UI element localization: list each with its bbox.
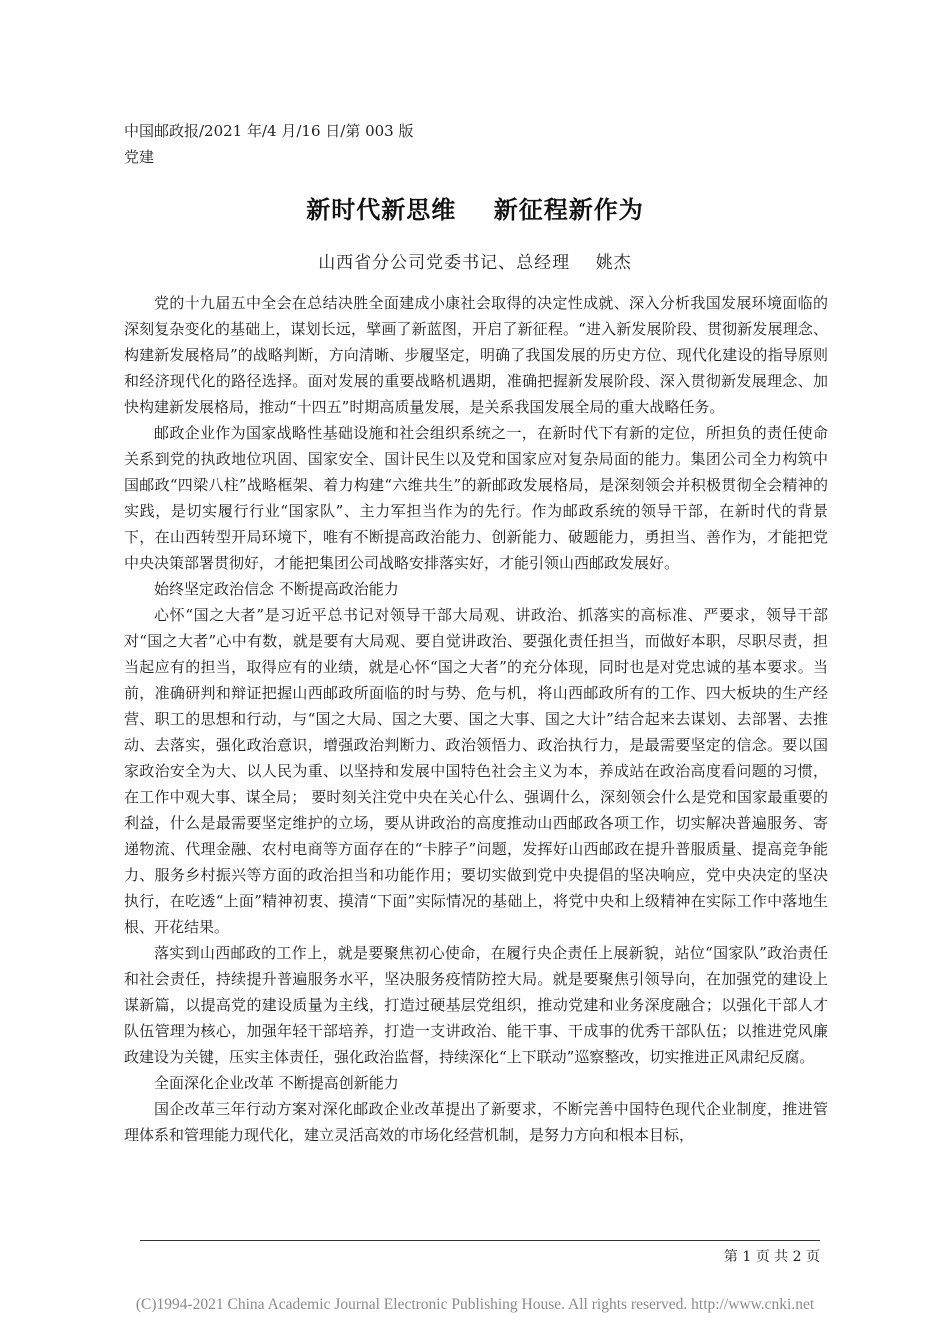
article-body [124,290,828,1148]
section-heading: 全面深化企业改革 不断提高创新能力 [154,1074,399,1092]
paragraph: 落实到山西邮政的工作上，就是要聚焦初心使命，在履行央企责任上展新貌，站位“国家队”政治责任和社会责任，持续提升普遍服务水平，坚决服务疫情防控大局。就是要聚焦引领导向，在加强党的建设上谋新篇，以提高党的建设质量为主线，打造过硬基层党组织，推动党建和业务深度融合；以强化干部人才队伍管理为核心，加强年轻干部培养，打造一支讲政治、能干事、干成事的优秀干部队伍；以推进党风廉政建设为关键，压实主体责任，强化政治监督，持续深化“上下联动”巡察整改，切实推进正风肃纪反腐。 [124,944,828,1066]
paragraph: 党的十九届五中全会在总结决胜全面建成小康社会取得的决定性成就、深入分析我国发展环境面临的深刻复杂变化的基础上，谋划长远，擘画了新蓝图，开启了新征程。“进入新发展阶段、贯彻新发展理念、构建新发展格局”的战略判断，方向清晰、步履坚定，明确了我国发展的历史方位、现代化建设的指导原则和经济现代化的路径选择。面对发展的重要战略机遇期，准确把握新发展阶段、深入贯彻新发展理念、加快构建新发展格局，推动“十四五”时期高质量发展，是关系我国发展全局的重大战略任务。 [124,294,828,416]
article-meta [124,118,414,170]
article-title: 新时代新思维 新征程新作为 [306,196,644,224]
copyright-watermark: (C)1994-2021 China Academic Journal Electronic Publishing House. All rights reserved. http://www.cnki.net [135,1296,815,1313]
section-label: 党建 [124,148,155,166]
section-heading: 始终坚定政治信念 不断提高政治能力 [154,580,399,598]
article-author: 山西省分公司党委书记、总经理 姚杰 [318,253,632,273]
source-line: 中国邮政报/2021 年/4 月/16 日/第 003 版 [124,122,414,140]
paragraph: 邮政企业作为国家战略性基础设施和社会组织系统之一，在新时代下有新的定位，所担负的责任使命关系到党的执政地位巩固、国家安全、国计民生以及党和国家应对复杂局面的能力。集团公司全力构筑中国邮政“四梁八柱”战略框架、着力构建“六维共生”的新邮政发展格局，是深刻领会并积极贯彻全会精神的实践，是切实履行行业“国家队”、主力军担当作为的先行。作为邮政系统的领导干部，在新时代的背景下，在山西转型开局环境下，唯有不断提高政治能力、创新能力、破题能力，勇担当、善作为，才能把党中央决策部署贯彻好，才能把集团公司战略安排落实好，才能引领山西邮政发展好。 [124,424,828,572]
paragraph: 心怀“国之大者”是习近平总书记对领导干部大局观、讲政治、抓落实的高标准、严要求，领导干部对“国之大者”心中有数，就是要有大局观、要自觉讲政治、要强化责任担当，而做好本职，尽职尽责，担当起应有的担当，取得应有的业绩，就是心怀“国之大者”的充分体现，同时也是对党忠诚的基本要求。当前，准确研判和辩证把握山西邮政所面临的时与势、危与机，将山西邮政所有的工作、四大板块的生产经营、职工的思想和行动，与“国之大局、国之大要、国之大事、国之大计”结合起来去谋划、去部署、去推动、去落实，强化政治意识，增强政治判断力、政治领悟力、政治执行力，是最需要坚定的信念。要以国家政治安全为大、以人民为重、以坚持和发展中国特色社会主义为本，养成站在政治高度看问题的习惯，在工作中观大事、谋全局； 要时刻关注党中央在关心什么、强调什么，深刻领会什么是党和国家最重要的利益，什么是最需要坚定维护的立场，要从讲政治的高度推动山西邮政各项工作，切实解决普遍服务、寄递物流、代理金融、农村电商等方面存在的“卡脖子”问题，发挥好山西邮政在提升普服质量、提高竞争能力、服务乡村振兴等方面的政治担当和功能作用；要切实做到党中央提倡的坚决响应，党中央决定的坚决执行，在吃透“上面”精神初衷、摸清“下面”实际情况的基础上，将党中央和上级精神在实际工作中落地生根、开花结果。 [124,606,828,936]
paragraph: 国企改革三年行动方案对深化邮政企业改革提出了新要求，不断完善中国特色现代企业制度，推进管理体系和管理能力现代化，建立灵活高效的市场化经营机制，是努力方向和根本目标， [124,1100,828,1144]
footer-divider [140,1240,820,1241]
page-indicator: 第 1 页 共 2 页 [723,1249,820,1265]
